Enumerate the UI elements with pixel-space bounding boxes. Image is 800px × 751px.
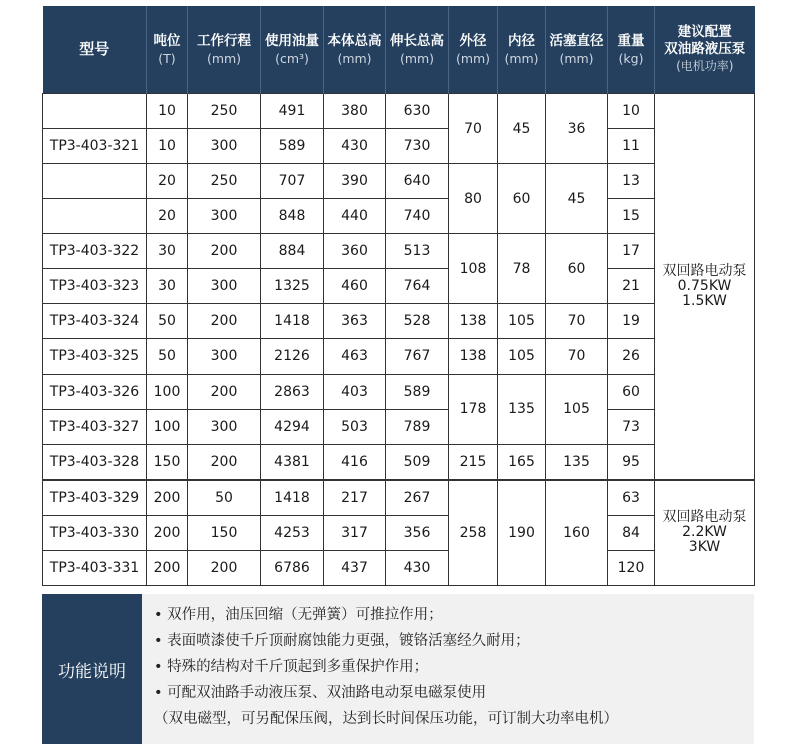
outer-diameter-cell: 138	[449, 304, 498, 339]
outer-diameter-cell: 108	[449, 234, 498, 304]
weight-cell: 120	[608, 550, 655, 585]
stroke-cell: 200	[188, 304, 261, 339]
stroke-cell: 300	[188, 409, 261, 444]
header-pump: 建议配置 双油路液压泵 (电机功率)	[655, 6, 755, 94]
feature-item: （双电磁型，可另配保压阀，达到长时间保压功能，可订制大功率电机）	[154, 711, 618, 727]
header-piston-diameter: 活塞直径 (mm)	[546, 6, 608, 94]
piston-diameter-cell: 70	[546, 304, 608, 339]
table-row	[43, 129, 755, 164]
extended-height-cell: 430	[386, 550, 449, 585]
oil-cell: 884	[261, 234, 324, 269]
header-tonnage: 吨位 (T)	[147, 6, 188, 94]
table-row	[43, 269, 755, 304]
extended-height-cell: 767	[386, 339, 449, 374]
inner-diameter-cell: 190	[498, 480, 546, 586]
table-row	[43, 550, 755, 585]
body-height-cell: 416	[324, 444, 386, 480]
oil-cell: 4253	[261, 515, 324, 550]
model-cell: TP3-403-322	[43, 234, 147, 269]
table-row	[43, 234, 755, 269]
oil-cell: 2863	[261, 374, 324, 409]
tonnage-cell: 20	[147, 199, 188, 234]
oil-cell: 1418	[261, 480, 324, 516]
piston-diameter-cell: 36	[546, 94, 608, 164]
pump-power: 2.2KW	[682, 524, 727, 541]
extended-height-cell: 267	[386, 480, 449, 516]
pump-power: 0.75KW	[677, 277, 732, 294]
weight-cell: 11	[608, 129, 655, 164]
model-cell: TP3-403-330	[43, 515, 147, 550]
piston-diameter-cell: 70	[546, 339, 608, 374]
weight-cell: 60	[608, 374, 655, 409]
tonnage-cell: 200	[147, 550, 188, 585]
model-cell: TP3-403-329	[43, 480, 147, 516]
header-extended-height: 伸长总高 (mm)	[386, 6, 449, 94]
tonnage-cell: 10	[147, 94, 188, 129]
stroke-cell: 300	[188, 269, 261, 304]
header-oil: 使用油量 (cm³)	[261, 6, 324, 94]
stroke-cell: 200	[188, 444, 261, 480]
extended-height-cell: 640	[386, 164, 449, 199]
table-row	[43, 304, 755, 339]
oil-cell: 1418	[261, 304, 324, 339]
weight-cell: 63	[608, 480, 655, 516]
weight-cell: 15	[608, 199, 655, 234]
body-height-cell: 217	[324, 480, 386, 516]
table-row	[43, 409, 755, 444]
oil-cell: 2126	[261, 339, 324, 374]
tonnage-cell: 20	[147, 164, 188, 199]
extended-height-cell: 509	[386, 444, 449, 480]
weight-cell: 95	[608, 444, 655, 480]
weight-cell: 26	[608, 339, 655, 374]
tonnage-cell: 50	[147, 304, 188, 339]
model-cell: TP3-403-323	[43, 269, 147, 304]
tonnage-cell: 100	[147, 374, 188, 409]
header-weight: 重量 (kg)	[608, 6, 655, 94]
extended-height-cell: 630	[386, 94, 449, 129]
inner-diameter-cell: 45	[498, 94, 546, 164]
pump-power: 3KW	[688, 539, 721, 556]
model-cell	[43, 94, 147, 129]
pump-name: 双回路电动泵	[662, 509, 747, 526]
table-row	[43, 374, 755, 409]
spec-table	[42, 6, 755, 586]
features-panel	[42, 594, 754, 744]
header-model: 型号	[43, 6, 147, 94]
oil-cell: 1325	[261, 269, 324, 304]
inner-diameter-cell: 105	[498, 304, 546, 339]
features-label: 功能说明	[42, 594, 142, 744]
model-cell: TP3-403-331	[43, 550, 147, 585]
tonnage-cell: 30	[147, 269, 188, 304]
model-cell: TP3-403-321	[43, 129, 147, 164]
model-cell: TP3-403-327	[43, 409, 147, 444]
weight-cell: 73	[608, 409, 655, 444]
inner-diameter-cell: 105	[498, 339, 546, 374]
table-row	[43, 339, 755, 374]
table-row	[43, 199, 755, 234]
body-height-cell: 390	[324, 164, 386, 199]
extended-height-cell: 764	[386, 269, 449, 304]
tonnage-cell: 200	[147, 480, 188, 516]
oil-cell: 707	[261, 164, 324, 199]
body-height-cell: 437	[324, 550, 386, 585]
extended-height-cell: 356	[386, 515, 449, 550]
model-cell: TP3-403-326	[43, 374, 147, 409]
tonnage-cell: 50	[147, 339, 188, 374]
oil-cell: 6786	[261, 550, 324, 585]
model-cell	[43, 199, 147, 234]
model-cell: TP3-403-324	[43, 304, 147, 339]
pump-name: 双回路电动泵	[662, 262, 747, 279]
stroke-cell: 150	[188, 515, 261, 550]
pump-power: 1.5KW	[682, 292, 727, 309]
stroke-cell: 250	[188, 94, 261, 129]
header-outer-diameter: 外径 (mm)	[449, 6, 498, 94]
tonnage-cell: 10	[147, 129, 188, 164]
header-row	[43, 6, 755, 94]
feature-item: • 表面喷漆使千斤顶耐腐蚀能力更强，镀铬活塞经久耐用；	[154, 633, 530, 649]
body-height-cell: 440	[324, 199, 386, 234]
feature-item: • 双作用，油压回缩（无弹簧）可推拉作用；	[154, 607, 443, 623]
stroke-cell: 200	[188, 550, 261, 585]
pump-cell	[655, 480, 755, 586]
oil-cell: 4294	[261, 409, 324, 444]
weight-cell: 19	[608, 304, 655, 339]
table-row	[43, 164, 755, 199]
pump-cell	[655, 94, 755, 480]
outer-diameter-cell: 178	[449, 374, 498, 444]
inner-diameter-cell: 60	[498, 164, 546, 234]
header-stroke: 工作行程 (mm)	[188, 6, 261, 94]
table-row	[43, 515, 755, 550]
oil-cell: 589	[261, 129, 324, 164]
table-row	[43, 480, 755, 516]
table-row	[43, 94, 755, 129]
body-height-cell: 430	[324, 129, 386, 164]
weight-cell: 84	[608, 515, 655, 550]
weight-cell: 17	[608, 234, 655, 269]
piston-diameter-cell: 45	[546, 164, 608, 234]
body-height-cell: 463	[324, 339, 386, 374]
piston-diameter-cell: 60	[546, 234, 608, 304]
extended-height-cell: 513	[386, 234, 449, 269]
extended-height-cell: 589	[386, 374, 449, 409]
tonnage-cell: 150	[147, 444, 188, 480]
body-height-cell: 460	[324, 269, 386, 304]
body-height-cell: 363	[324, 304, 386, 339]
outer-diameter-cell: 70	[449, 94, 498, 164]
weight-cell: 21	[608, 269, 655, 304]
tonnage-cell: 200	[147, 515, 188, 550]
body-height-cell: 360	[324, 234, 386, 269]
feature-item: • 可配双油路手动液压泵、双油路电动泵电磁泵使用	[154, 685, 487, 701]
outer-diameter-cell: 80	[449, 164, 498, 234]
oil-cell: 4381	[261, 444, 324, 480]
stroke-cell: 50	[188, 480, 261, 516]
stroke-cell: 200	[188, 234, 261, 269]
body-height-cell: 317	[324, 515, 386, 550]
extended-height-cell: 740	[386, 199, 449, 234]
stroke-cell: 300	[188, 339, 261, 374]
header-body-height: 本体总高 (mm)	[324, 6, 386, 94]
inner-diameter-cell: 165	[498, 444, 546, 480]
body-height-cell: 403	[324, 374, 386, 409]
stroke-cell: 300	[188, 129, 261, 164]
stroke-cell: 250	[188, 164, 261, 199]
tonnage-cell: 30	[147, 234, 188, 269]
body-height-cell: 503	[324, 409, 386, 444]
outer-diameter-cell: 258	[449, 480, 498, 586]
piston-diameter-cell: 160	[546, 480, 608, 586]
piston-diameter-cell: 105	[546, 374, 608, 444]
model-cell	[43, 164, 147, 199]
stroke-cell: 200	[188, 374, 261, 409]
oil-cell: 491	[261, 94, 324, 129]
feature-item: • 特殊的结构对千斤顶起到多重保护作用；	[154, 659, 429, 675]
weight-cell: 13	[608, 164, 655, 199]
table-row	[43, 444, 755, 480]
inner-diameter-cell: 78	[498, 234, 546, 304]
extended-height-cell: 730	[386, 129, 449, 164]
model-cell: TP3-403-328	[43, 444, 147, 480]
oil-cell: 848	[261, 199, 324, 234]
header-inner-diameter: 内径 (mm)	[498, 6, 546, 94]
tonnage-cell: 100	[147, 409, 188, 444]
stroke-cell: 300	[188, 199, 261, 234]
features-list	[154, 602, 744, 732]
inner-diameter-cell: 135	[498, 374, 546, 444]
outer-diameter-cell: 138	[449, 339, 498, 374]
weight-cell: 10	[608, 94, 655, 129]
extended-height-cell: 528	[386, 304, 449, 339]
outer-diameter-cell: 215	[449, 444, 498, 480]
body-height-cell: 380	[324, 94, 386, 129]
piston-diameter-cell: 135	[546, 444, 608, 480]
extended-height-cell: 789	[386, 409, 449, 444]
model-cell: TP3-403-325	[43, 339, 147, 374]
